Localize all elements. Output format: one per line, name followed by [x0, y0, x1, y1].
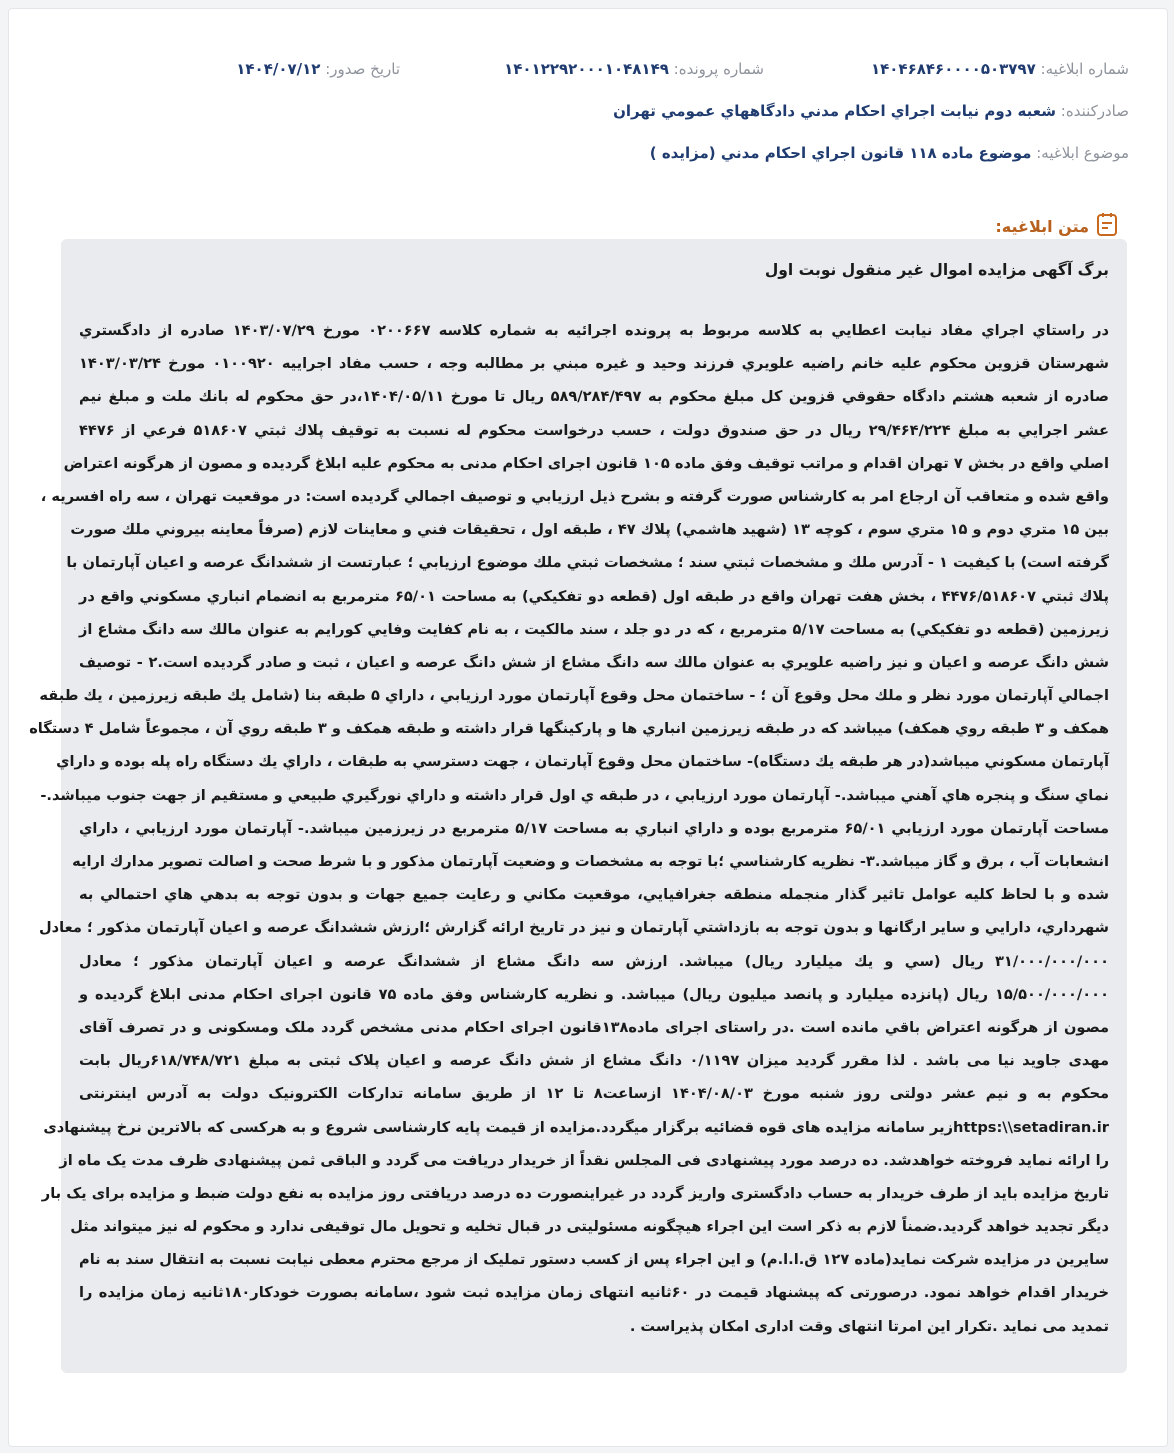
body-line: تاریخ مزایده باید از طرف خریدار به حساب دادگستری واریز گردد در غیراینصورت ده درصد دریافتی روز مزایده به نفع دولت ضبط و مزایده برای یک بار [41, 1184, 1109, 1202]
notice-text-heading [995, 211, 1119, 241]
document-body [29, 314, 1110, 1343]
notice-page [8, 8, 1168, 1447]
body-line: تمدید می نماید .تکرار این امرتا انتهای وقت اداری امکان پذیراست . [629, 1317, 1109, 1335]
body-line: زيرزمين (قطعه دو تفكيكي) به مساحت ۵/۱۷ مترمربع ، كه در دو جلد ، سند مالكيت ، به نام كفايت وفايي كورايم به عنوان مالك سه دانگ مشاع از [79, 620, 1109, 638]
body-line: اجمالي آپارتمان مورد نظر و ملك محل وقوع آن ؛ - ساختمان محل وقوع آپارتمان مورد ارزيابي ، داراي ۵ طبقه بنا (شامل يك طبقه زيرزمين ، يك طبقه [39, 687, 1109, 705]
case-number-label: شماره پرونده: [673, 60, 764, 78]
note-icon [1095, 211, 1119, 241]
body-line: شده و با لحاظ كليه عوامل تاثير گذار منجمله منطقه جغرافيايي، موقعيت مكاني و رعايت جميع جهات و بدون توجه به بدهي هاي احتمالي به [79, 886, 1109, 904]
body-line: شهرستان قزوين محكوم عليه خانم راضيه علويري فرزند وحيد و غيره مبني بر مطالبه وجه ، حسب مفاد اجراييه ۰۱۰۰۹۲۰ مورخ ۱۴۰۳/۰۳/۲۴ [79, 355, 1109, 373]
notice-text-label: متن ابلاغیه: [995, 216, 1089, 236]
issuer-label: صادرکننده: [1060, 102, 1129, 120]
body-line: شش دانگ عرصه و اعيان و نيز راضيه علويري به عنوان مالك سه دانگ مشاع از شش دانگ عرصه و اعيان ، ثبت و صادر گرديده است.۲ - توصيف [79, 653, 1110, 671]
issue-date-label: تاریخ صدور: [325, 60, 400, 78]
body-line: اصلي واقع در بخش ۷ تهران اقدام و مراتب توقيف وفق ماده ۱۰۵ قانون اجرای احکام مدنی به محکوم علیه ابلاغ گردیده و مصون از هرگونه اعتراض [63, 454, 1109, 472]
issue-date-value: ۱۴۰۴/۰۷/۱۲ [236, 60, 321, 78]
subject [650, 144, 1129, 162]
body-line: سایرین در مزایده شرکت نماید(ماده ۱۲۷ ق.ا.ا.م) و این اجراء پس از کسب دستور تملیک از مرجع محترم معطی نیابت نسبت به انتقال سند به نام [79, 1251, 1109, 1269]
body-line: آپارتمان مسكوني ميباشد(در هر طبقه يك دستگاه)- ساختمان محل وقوع آپارتمان ، جهت دسترسي به طبقات ، داراي يك دستگاه راه پله بوده و داراي [56, 753, 1109, 771]
subject-value: موضوع ماده ۱۱۸ قانون اجراي احكام مدني (مزايده ) [649, 144, 1032, 162]
body-line: انشعابات آب ، برق و گاز ميباشد.۳- نظريه كارشناسي ؛با توجه به مشخصات و وضعيت آپارتمان مذكور و با شرط صحت و اصالت تصوير مدارك ارايه [72, 853, 1109, 870]
body-line: همكف و ۳ طبقه روي همكف) ميباشد كه در طبقه زيرزمين انباري ها و پاركينگها قرار داشته و طبقه همكف و ۳ طبقه روي آن ، مجموعاً شامل ۴ دستگاه [29, 720, 1109, 738]
body-line: https:\\setadiran.irزیر سامانه مزایده های قوه قضائیه برگزار میگردد.مزایده از قیمت پایه کارشناسی شروع و به هرکسی که بالاترین نرخ پیشنهادی [43, 1118, 1109, 1136]
notice-number-value: ۱۴۰۴۶۸۴۶۰۰۰۰۵۰۳۷۹۷ [870, 60, 1036, 78]
issuer [613, 102, 1129, 120]
body-line: خریدار اقدام خواهد نمود. درصورتی که پیشنهاد قیمت در ۶۰ثانیه انتهای زمان مزایده ثبت شود ،سامانه بصورت خودکار۱۸۰ثانیه زمان مزایده را [79, 1284, 1109, 1302]
body-line: پلاك ثبتي ۴۴۷۶/۵۱۸۶۰۷ ، بخش هفت تهران واقع در طبقه اول (قطعه دو تفكيكي) به مساحت ۶۵/۰۱ مترمربع به انضمام انباري مسكوني واقع در [79, 587, 1109, 605]
body-line: دیگر تجدید خواهد گردید.ضمناً لازم به ذکر است این اجراء هیچگونه مسئولیتی در قبال تخلیه و تحویل مال توقیفی ندارد و محکوم له نیز میتواند مثل [70, 1218, 1109, 1236]
body-line: عشر اجرايي به مبلغ ۲۹/۴۶۴/۲۲۴ ريال در حق صندوق دولت ، حسب درخواست محكوم له نسبت به توقيف پلاك ثبتي ۵۱۸۶۰۷ فرعي از ۴۴۷۶ [79, 421, 1109, 439]
body-line: ۱۵/۵۰۰/۰۰۰/۰۰۰ ريال (پانزده ميليارد و پانصد ميليون ريال) ميباشد. و نظريه كارشناس وفق ماده ۷۵ قانون اجرای احکام مدنی ابلاغ گردیده و [79, 985, 1109, 1003]
body-line: مهدی جاوید نیا می باشد . لذا مقرر گردید میزان ۰/۱۱۹۷ دانگ مشاع از شش دانگ عرصه و اعیان پلاک ثبتی به مبلغ ۶۱۸/۷۴۸/۷۲۱ریال بابت [79, 1052, 1109, 1070]
body-line: واقع شده و متعاقب آن ارجاع امر به كارشناس صورت گرفته و بشرح ذيل ارزيابي و توصيف اجمالي گرديده است: در موقعيت تهران ، سه راه افسريه ، [40, 487, 1109, 505]
body-line: مصون از هرگونه اعتراض باقي مانده است .در راستای اجرای ماده۱۳۸قانون اجرای احکام مدنی مشخص گردد ملک ومسکونی و در تصرف آقای [79, 1018, 1109, 1036]
body-line: را ارائه نماید فروخته خواهدشد. ده درصد مورد پیشنهادی فی المجلس نقداً از خریدار دریافت می گردد و الباقی ثمن پیشنهادی ظرف مدت یک ماه از [59, 1151, 1109, 1169]
issue-date [236, 60, 400, 78]
body-line: مساحت آپارتمان مورد ارزيابي ۶۵/۰۱ مترمربع بوده و داراي انباري به مساحت ۵/۱۷ مترمربع در زيرزمين ميباشد.- آپارتمان مورد ارزيابي ، داراي [79, 819, 1109, 837]
notice-number-label: شماره ابلاغیه: [1040, 60, 1129, 78]
body-line: محکوم به و نیم عشر دولتی روز شنبه مورخ ۱۴۰۴/۰۸/۰۳ ازساعت۸ تا ۱۲ از طریق سامانه تدارکات الکترونیک دولت به آدرس اینترنتی [79, 1085, 1110, 1103]
body-line: نماي سنگ و پنجره هاي آهني ميباشد.- آپارتمان مورد ارزيابي ، در طبقه ي اول قرار داشته و داراي نورگيري طبيعي و مستقيم از جهت جنوب ميباشد.- [40, 786, 1109, 804]
body-line: صادره از شعبه هشتم دادگاه حقوقي قزوين كل مبلغ محكوم به ۵۸۹/۲۸۴/۴۹۷ ريال تا مورخ ۱۴۰۴/۰۵/۱۱،در حق محكوم له بانك ملت و مبلغ نيم [79, 388, 1109, 406]
issuer-value: شعبه دوم نيابت اجراي احكام مدني دادگاههاي عمومي تهران [613, 102, 1056, 120]
notice-body-box [29, 239, 1127, 1373]
body-line: بين ۱۵ متري دوم و ۱۵ متري سوم ، كوچه ۱۳ (شهيد هاشمي) پلاك ۴۷ ، طبقه اول ، تحقيقات فني و معاينات لازم (صرفاً معاينه بيروني ملك صورت [70, 521, 1109, 539]
body-line: در راستاي اجراي مفاد نيابت اعطايي به كلاسه مربوط به پرونده اجرائيه به شماره كلاسه ۰۲۰۰۶۶۷ مورخ ۱۴۰۳/۰۷/۲۹ صادره از دادگستري [79, 322, 1109, 339]
case-number [504, 60, 764, 78]
body-line: گرفته است) با كيفيت ۱ - آدرس ملك و مشخصات ثبتي سند ؛ مشخصات ثبتي ملك موضوع ارزيابي ؛ عبارتست از ششدانگ عرصه و اعيان آپارتمان با [66, 554, 1109, 572]
body-line: شهرداري، دارايي و ساير ارگانها و بدون توجه به بازداشتي آپارتمان و نيز در تاريخ ارائه گزارش ؛ارزش ششدانگ عرصه و اعيان آپارتمان مذكور ؛ معادل [38, 919, 1109, 937]
subject-label: موضوع ابلاغیه: [1036, 144, 1129, 162]
body-line: ۳۱/۰۰۰/۰۰۰/۰۰۰ ريال (سي و يك ميليارد ريال) ميباشد. ارزش سه دانگ مشاع از ششدانگ عرصه و اعيان آپارتمان مذكور ؛ معادل [79, 952, 1109, 970]
document-title: برگ آگهی مزایده اموال غیر منقول نوبت اول [764, 261, 1109, 279]
notice-number [871, 60, 1129, 78]
case-number-value: ۱۴۰۱۲۲۹۲۰۰۰۱۰۴۸۱۴۹ [504, 60, 669, 78]
